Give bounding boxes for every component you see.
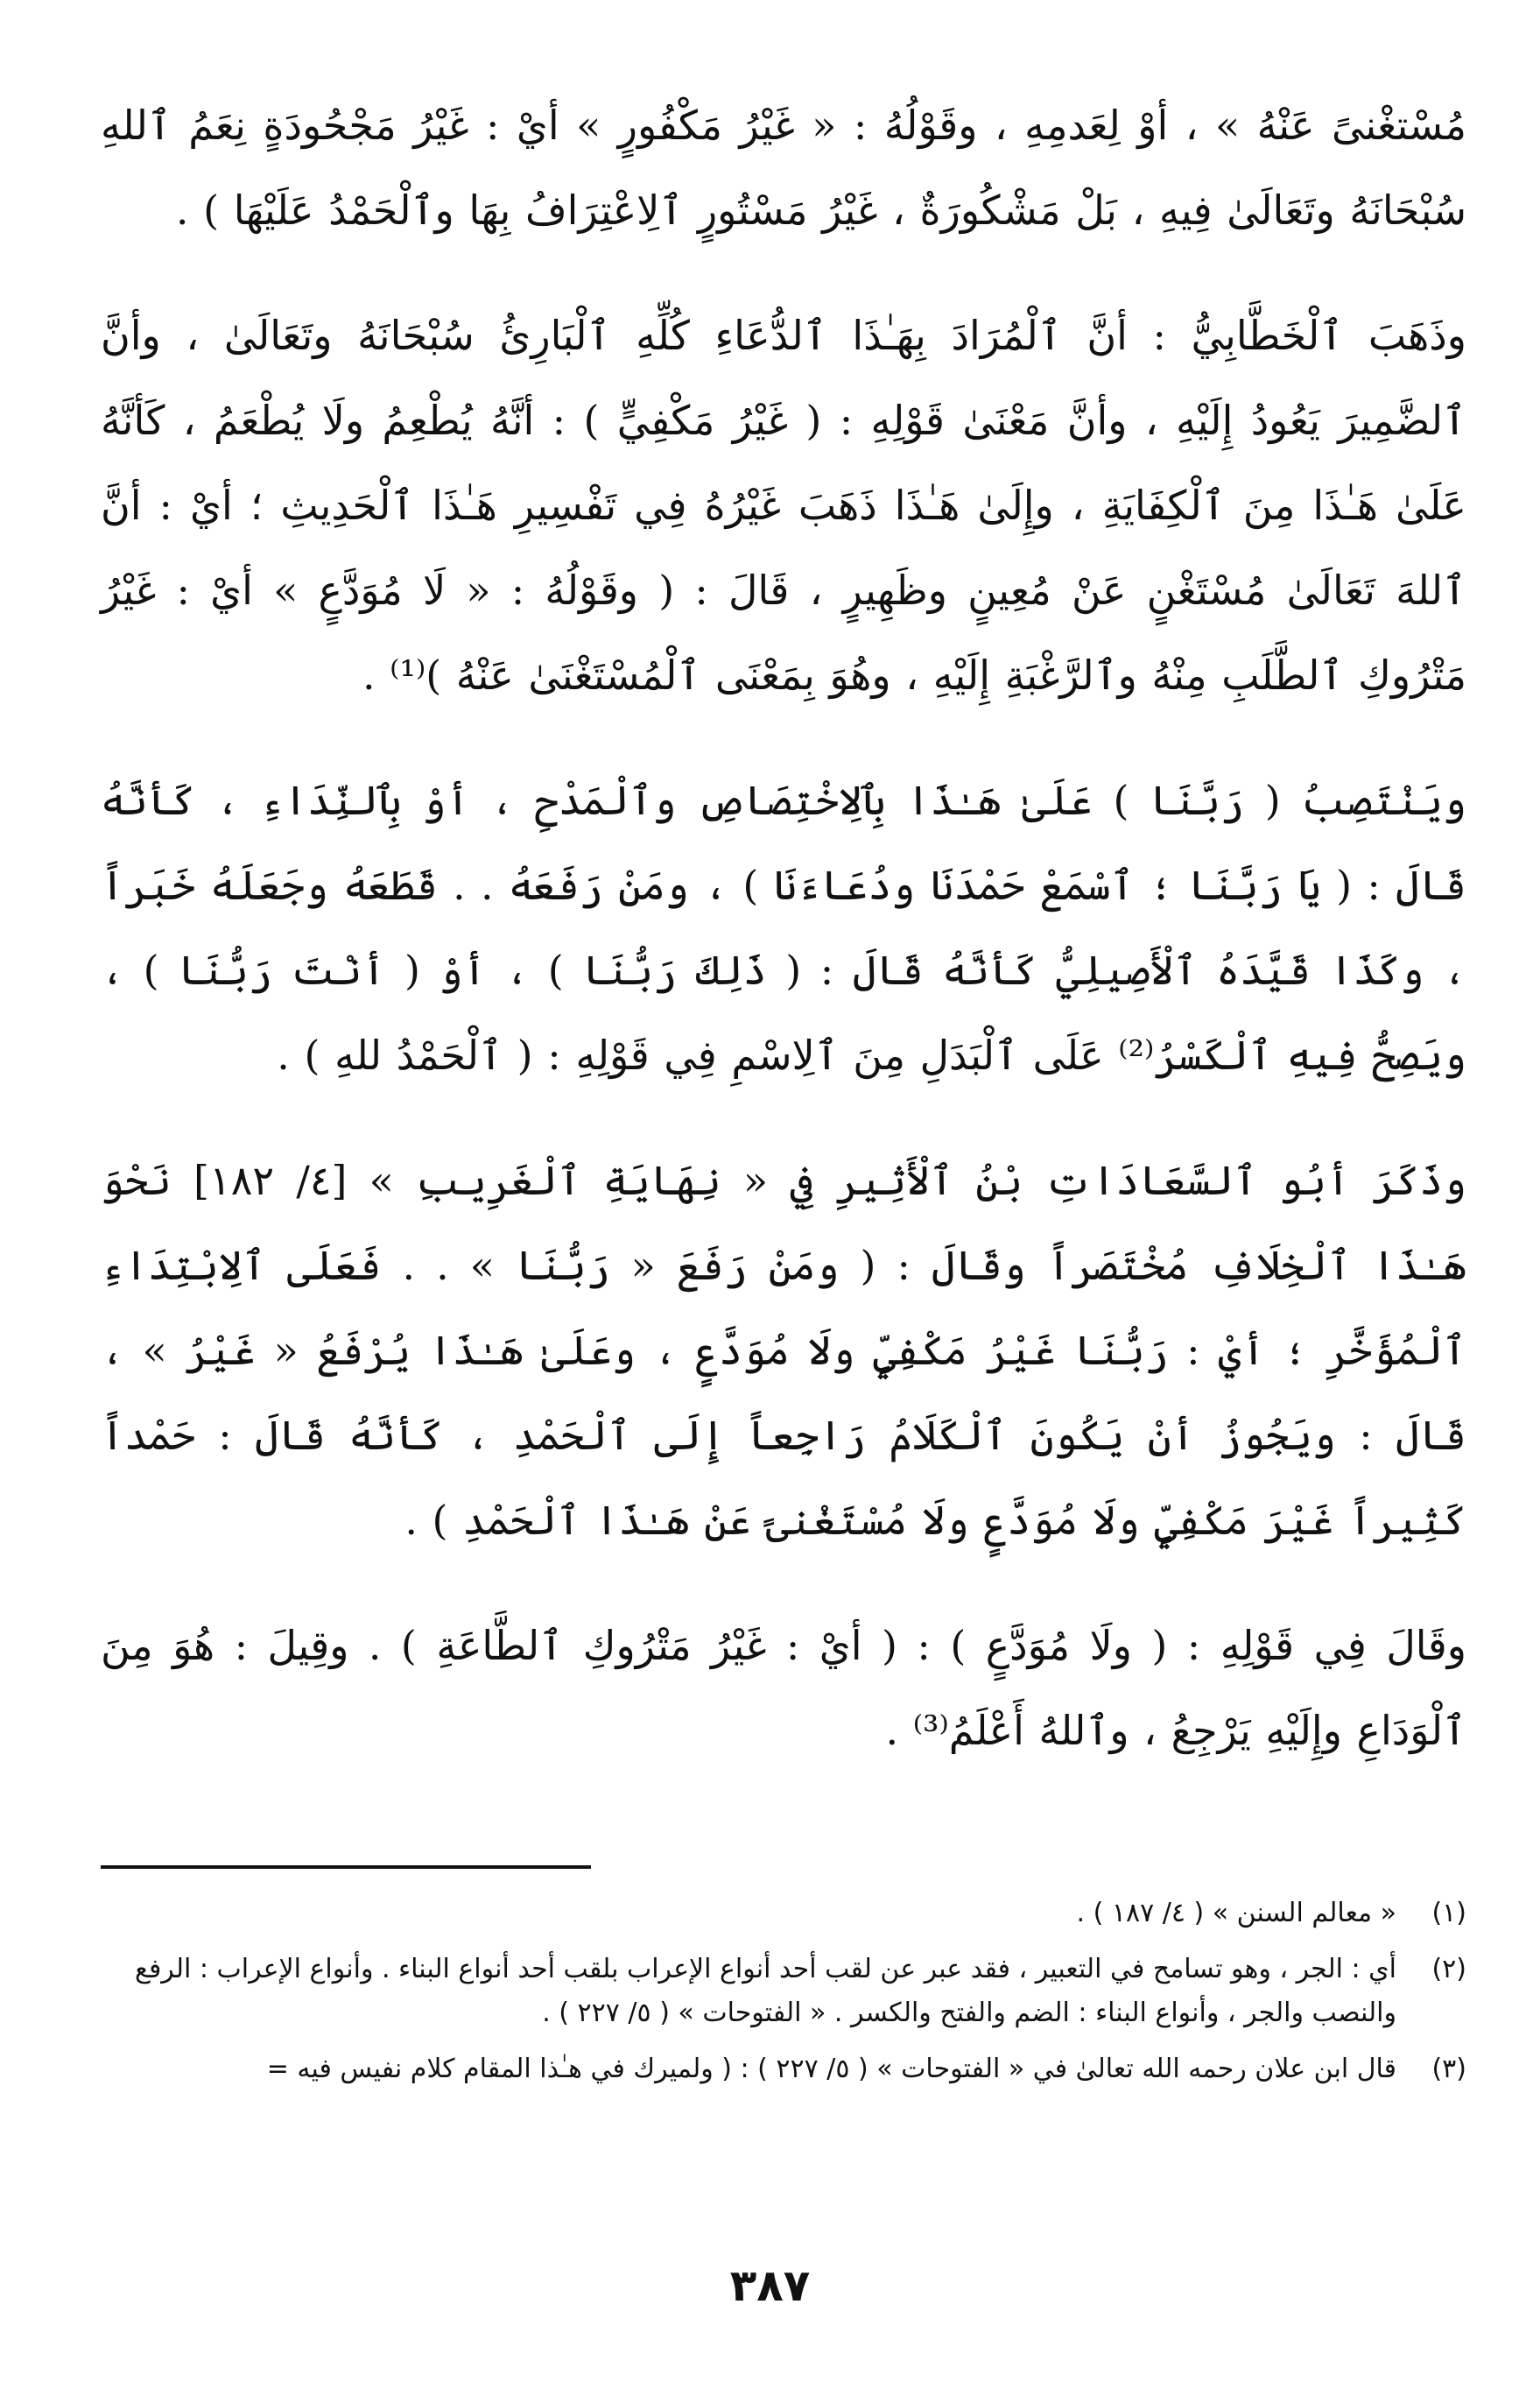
footnote-text: أي : الجر ، وهو تسامح في التعبير ، فقد عبر عن لقب أحد أنواع الإعراب بلقب أحد أنواع البناء . وأنواع الإعراب : الرفع والنصب والجر ، وأنواع البناء : الضم والفتح والكسر . « الفتوحات » ( ٥/ ٢٢٧ ) . [135,1954,1396,2028]
footnotes [83,1892,1466,2104]
footnote [83,1892,1466,1935]
page-number: ٣٨٧ [729,2260,811,2311]
footnote [83,2047,1466,2091]
paragraph: مُسْتغْنىً عَنْهُ » ، أوْ لِعَدمِهِ ، وقَوْلُهُ : « غَيْرُ مَكْفُورٍ » أيْ : غَيْرُ مَجْحُودَةٍ نِعَمُ ٱللهِ سُبْحَانَهُ وتَعَالَىٰ فِيهِ ، بَلْ مَشْكُورَةٌ ، غَيْرُ مَسْتُورٍ ٱلِاعْتِرَافُ بِهَا وٱلْحَمْدُ عَلَيْهَا ) . [101,102,1466,234]
paragraph: ويَنْتَصِبُ ( رَبَّنَا ) عَلَىٰ هَـٰذَا بِٱلِاخْتِصَاصِ وٱلْمَدْحِ ، أوْ بِٱلنِّدَاءِ ، كَأنَّهُ قَالَ : ( يَا رَبَّنَا ؛ ٱسْمَعْ حَمْدَنَا ودُعَاءَنَا ) ، ومَنْ رَفَعَهُ . . قَطَعَهُ وجَعَلَهُ خَبَراً ، وكَذَا قَيَّدَهُ ٱلْأَصِيلِيُّ كَأنَّهُ قَالَ : ( ذَلِكَ رَبُّنَا ) ، أوْ ( أنْتَ رَبُّنَا ) ، ويَصِحُّ فِيهِ ٱلْكَسْرُ⁽²⁾ عَلَى ٱلْبَدَلِ مِنَ ٱلِاسْمِ فِي قَوْلِهِ : ( ٱلْحَمْدُ للهِ ) . [101,777,1466,1079]
footnote-number: (٢) [1431,1954,1466,1984]
footnote-text: « معالم السنن » ( ٤/ ١٨٧ ) . [1076,1898,1396,1928]
paragraph: وقَالَ فِي قَوْلِهِ : ( ولَا مُوَدَّعٍ ) : ( أيْ : غَيْرُ مَتْرُوكِ ٱلطَّاعَةِ ) . وقِيلَ : هُوَ مِنَ ٱلْوَدَاعِ وإِلَيْهِ يَرْجِعُ ، وٱللهُ أَعْلَمُ⁽³⁾ . [101,1622,1466,1754]
footnote-separator [101,1865,591,1869]
main-text [101,83,1466,1814]
footnote [83,1948,1466,2035]
paragraph: وذَهَبَ ٱلْخَطَّابِيُّ : أنَّ ٱلْمُرَادَ بِهَـٰذَا ٱلدُّعَاءِ كُلِّهِ ٱلْبَارِئُ سُبْحَانَهُ وتَعَالَىٰ ، وأنَّ ٱلضَّمِيرَ يَعُودُ إِلَيْهِ ، وأنَّ مَعْنَىٰ قَوْلِهِ : ( غَيْرُ مَكْفِيٍّ ) : أنَّهُ يُطْعِمُ ولَا يُطْعَمُ ، كَأنَّهُ عَلَىٰ هَـٰذَا مِنَ ٱلْكِفَايَةِ ، وإِلَىٰ هَـٰذَا ذَهَبَ غَيْرُهُ فِي تَفْسِيرِ هَـٰذَا ٱلْحَدِيثِ ؛ أيْ : أنَّ ٱللهَ تَعَالَىٰ مُسْتَغْنٍ عَنْ مُعِينٍ وظَهِيرٍ ، قَالَ : ( وقَوْلُهُ : « لَا مُوَدَّعٍ » أيْ : غَيْرُ مَتْرُوكِ ٱلطَّلَبِ مِنْهُ وٱلرَّغْبَةِ إِلَيْهِ ، وهُوَ بِمَعْنَى ٱلْمُسْتَغْنَىٰ عَنْهُ )⁽¹⁾ . [101,312,1466,699]
footnote-text: قال ابن علان رحمه الله تعالىٰ في « الفتوحات » ( ٥/ ٢٢٧ ) : ( ولميرك في هـٰذا المقام كلام نفيس فيه = [266,2054,1396,2084]
paragraph: وذَكَرَ أبُو ٱلسَّعَادَاتِ بْنُ ٱلْأَثِيرِ فِي « نِهَايَةِ ٱلْغَرِيبِ » [٤/ ١٨٢] نَحْوَ هَـٰذَا ٱلْخِلَافِ مُخْتَصَراً وقَالَ : ( ومَنْ رَفَعَ « رَبُّنَا » . . فَعَلَى ٱلِابْتِدَاءِ ٱلْمُؤَخَّرِ ؛ أيْ : رَبُّنَا غَيْرُ مَكْفِيٍّ ولَا مُوَدَّعٍ ، وعَلَىٰ هَـٰذَا يُرْفَعُ « غَيْرُ » ، قَالَ : ويَجُوزُ أنْ يَكُونَ ٱلْكَلَامُ رَاجِعاً إِلَى ٱلْحَمْدِ ، كَأنَّهُ قَالَ : حَمْداً كَثِيراً غَيْرَ مَكْفِيٍّ ولَا مُوَدَّعٍ ولَا مُسْتَغْنىً عَنْ هَـٰذَا ٱلْحَمْدِ ) . [101,1157,1466,1544]
footnote-number: (٣) [1431,2054,1466,2084]
footnote-number: (١) [1431,1898,1466,1928]
